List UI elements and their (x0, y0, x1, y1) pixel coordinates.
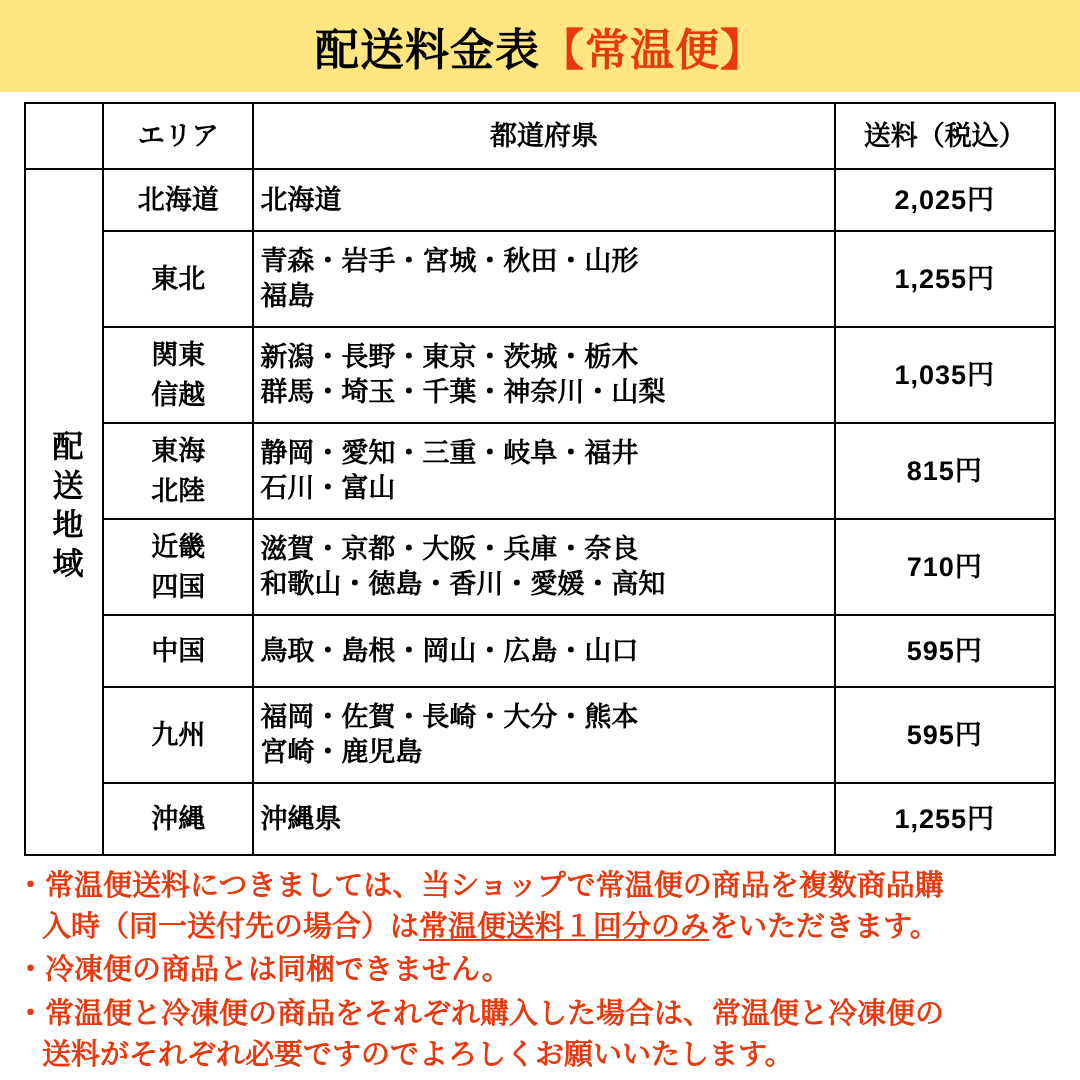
fee-table-wrap (24, 102, 1056, 856)
prefecture-line: 沖縄県 (260, 803, 342, 834)
note-line (16, 907, 1066, 948)
prefecture-line: 福島 (260, 281, 315, 311)
table-row (25, 687, 1055, 783)
prefectures-cell (253, 169, 834, 231)
area-line: 沖縄 (151, 803, 206, 834)
area-line: 関東 (151, 339, 206, 370)
note-line-emphasis: 常温便送料１回分のみ (419, 911, 710, 944)
area-line: 四国 (151, 572, 206, 602)
prefectures-cell (253, 783, 834, 855)
note-line-post: をいただきます。 (709, 911, 939, 944)
prefecture-line: 新潟・長野・東京・茨城・栃木 (260, 342, 639, 373)
area-line: 東北 (151, 263, 206, 294)
fee-cell: 595円 (835, 687, 1055, 783)
fee-cell: 1,035円 (835, 327, 1055, 423)
area-line: 北海道 (137, 184, 219, 215)
area-cell (103, 423, 253, 519)
note-line: ・冷凍便の商品とは同梱できません。 (16, 954, 511, 987)
area-cell (103, 169, 253, 231)
prefectures-cell (253, 423, 834, 519)
page-title-main: 配送料金表 (315, 26, 540, 75)
prefecture-line: 福岡・佐賀・長崎・大分・熊本 (260, 702, 639, 733)
prefecture-line: 宮崎・鹿児島 (260, 737, 423, 767)
note-line: 送料がそれぞれ必要ですのでよろしくお願いいたします。 (42, 1038, 794, 1071)
table-row (25, 423, 1055, 519)
prefecture-line: 石川・富山 (260, 473, 396, 503)
area-line: 九州 (151, 719, 206, 750)
table-row (25, 615, 1055, 687)
area-line: 信越 (151, 380, 206, 410)
prefecture-line: 静岡・愛知・三重・岐阜・福井 (260, 438, 639, 469)
prefecture-line: 北海道 (260, 184, 342, 215)
page-title (315, 14, 765, 78)
prefecture-line: 鳥取・島根・岡山・広島・山口 (260, 635, 639, 666)
region-label-cell (25, 169, 103, 855)
table-header-row (25, 103, 1055, 169)
table-row (25, 327, 1055, 423)
area-line: 北陸 (151, 476, 206, 506)
note-item (16, 994, 1066, 1076)
prefectures-cell (253, 615, 834, 687)
prefectures-cell (253, 327, 834, 423)
area-cell (103, 327, 253, 423)
title-banner (0, 0, 1080, 92)
shipping-fee-table (24, 102, 1056, 856)
region-label-text: 配送地域 (47, 429, 83, 586)
note-item (16, 950, 1066, 991)
fee-cell: 595円 (835, 615, 1055, 687)
table-row (25, 231, 1055, 327)
area-cell (103, 519, 253, 615)
area-line: 近畿 (151, 531, 206, 562)
fee-cell: 1,255円 (835, 231, 1055, 327)
prefectures-cell (253, 519, 834, 615)
area-cell (103, 231, 253, 327)
note-line: ・常温便と冷凍便の商品をそれぞれ購入した場合は、常温便と冷凍便の (16, 997, 945, 1030)
prefecture-line: 群馬・埼玉・千葉・神奈川・山梨 (260, 377, 666, 407)
prefectures-cell (253, 687, 834, 783)
prefecture-line: 滋賀・京都・大阪・兵庫・奈良 (260, 534, 639, 565)
prefecture-line: 青森・岩手・宮城・秋田・山形 (260, 246, 639, 277)
prefecture-line: 和歌山・徳島・香川・愛媛・高知 (260, 569, 666, 599)
header-fee: 送料（税込） (835, 103, 1055, 169)
fee-cell: 1,255円 (835, 783, 1055, 855)
area-line: 東海 (151, 435, 206, 466)
note-line: ・常温便送料につきましては、当ショップで常温便の商品を複数商品購 (16, 870, 944, 902)
header-prefectures: 都道府県 (253, 103, 834, 169)
header-area: エリア (103, 103, 253, 169)
header-region-blank (25, 103, 103, 169)
table-row (25, 519, 1055, 615)
area-cell (103, 687, 253, 783)
fee-cell: 710円 (835, 519, 1055, 615)
fee-cell: 2,025円 (835, 169, 1055, 231)
area-line: 中国 (151, 635, 206, 666)
area-cell (103, 615, 253, 687)
notes-section (16, 866, 1066, 1078)
fee-cell: 815円 (835, 423, 1055, 519)
note-item (16, 866, 1066, 948)
table-row (25, 169, 1055, 231)
page-title-accent: 【常温便】 (540, 26, 765, 75)
table-row (25, 783, 1055, 855)
prefectures-cell (253, 231, 834, 327)
area-cell (103, 783, 253, 855)
note-line-pre: 入時（同一送付先の場合）は (42, 911, 420, 944)
